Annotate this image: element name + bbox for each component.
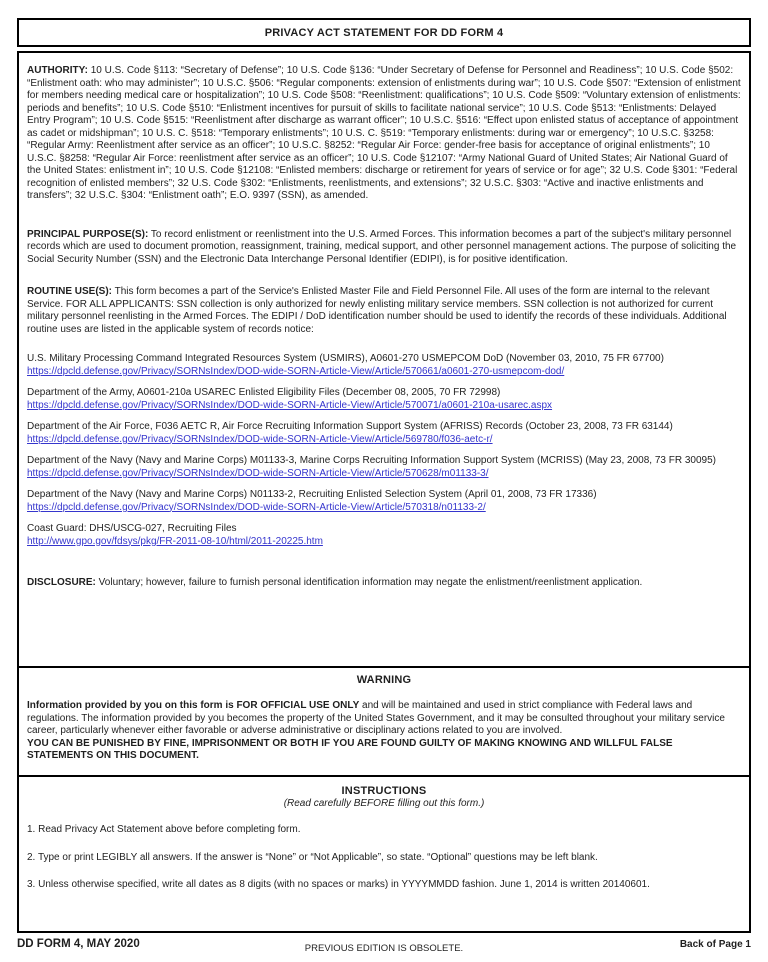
disclosure-label: DISCLOSURE: <box>27 577 96 588</box>
instruction-item-2: 2. Type or print LEGIBLY all answers. If the answer is “None” or “Not Applicable”, so state. “Optional” questions may be left blank. <box>27 851 598 863</box>
routine-use-text: This form becomes a part of the Service's Enlisted Master File and Field Personnel File. All uses of the form are internal to the relevant Service. FOR ALL APPLICANTS: SSN collection is only authorized for newly enlisting military service members. SSN collection is not authorized for current military personnel reenlisting in the Armed Forces. The EDIPI / DoD identification number should be used to identify the records of these individuals. Additional routine uses are listed in the applicable system of records notice: <box>27 286 727 335</box>
sorn-record-navy-mcriss <box>27 455 741 480</box>
sorn-link-army[interactable]: https://dpcld.defense.gov/Privacy/SORNsIndex/DOD-wide-SORN-Article-View/Article/570071/a0601-210a-usarec.aspx <box>27 399 553 411</box>
sorn-record-text: Department of the Navy (Navy and Marine Corps) M01133-3, Marine Corps Recruiting Information Support System (MCRISS) (May 23, 2008, 73 FR 30095) <box>27 455 716 466</box>
sorn-record-air-force <box>27 421 741 446</box>
sorn-link-coast-guard[interactable]: http://www.gpo.gov/fdsys/pkg/FR-2011-08-10/html/2011-20225.htm <box>27 535 323 547</box>
authority-text: 10 U.S. Code §113: “Secretary of Defense”; 10 U.S. Code §136: “Under Secretary of Defense for Personnel and Readiness”; 10 U.S. Code §502: “Enlistment oath: who may administer”; 10 U.S.C. §506: “Regular components: extension of enlistments during war”; 10 U.S. Code §507: “Extension of enlistment for members needing medical care or hospitalization”; 10 U.S. Code §508: “Reenlistment: qualifications”; 10 U.S. Code §509: “Voluntary extension of enlistments: periods and benefits”; 10 U.S. Code §510: “Enlistment incentives for pursuit of skills to facilitate national service”; 10 U.S. Code §513: “Enlistments: Delayed Entry Program”; 10 U.S. Code §515: “Reenlistment after discharge as warrant officer”; 10 U.S.C. §516: “Effect upon enlisted status of acceptance of appointment as cadet or midshipman”; 10 U.S. C. §518: “Temporary enlistments”; 10 U.S. C. §519: “Temporary enlistments: during war or emergency”; 10 U.S.C. §3258: “Regular Army: Reenlistment after service as an officer”; 10 U.S.C. §8252: “Regular Air Force: gender-free basis for acceptance of original enlistments”; 10 U.S.C. §8258: “Regular Air Force: reenlistment after service as an officer”; 10 U.S. Code §12107: “Army National Guard of United States; Air National Guard of the United States: enlistment in”; 10 U.S. Code §12108: “Enlisted members: discharge or retirement for years of service or for age”; 32 U.S. Code §301: “Federal recognition of enlisted members”; 32 U.S. Code §302: “Enlistments, reenlistments, and extensions”; 32 U.S.C. §303: “Active and inactive enlistments and transfers”; 32 U.S.C. §304: “Enlistment oath”; E.O. 9397 (SSN), as amended. <box>27 65 741 201</box>
sorn-record-usmirs <box>27 353 741 378</box>
principal-purpose-text: To record enlistment or reenlistment into the U.S. Armed Forces. This information becomes a part of the subject's military personnel records which are used to document promotion, reassignment, training, medical support, and other personnel management actions. The purpose of soliciting the Social Security Number (SSN) and the Electronic Data Interchange Personal Identifier (EDIPI), is for positive identification. <box>27 228 737 265</box>
privacy-statement-section <box>17 51 751 668</box>
sorn-record-text: Department of the Navy (Navy and Marine Corps) N01133-2, Recruiting Enlisted Selection System (April 01, 2008, 73 FR 17336) <box>27 489 597 500</box>
sorn-link-air-force[interactable]: https://dpcld.defense.gov/Privacy/SORNsIndex/DOD-wide-SORN-Article-View/Article/569780/f036-aetc-r/ <box>27 433 493 445</box>
page-label: Back of Page 1 <box>679 939 751 950</box>
instructions-subtitle: (Read carefully BEFORE filling out this form.) <box>283 798 485 809</box>
form-title: PRIVACY ACT STATEMENT FOR DD FORM 4 <box>17 18 751 47</box>
warning-body-text: and will be maintained and used in strict compliance with Federal laws and regulations. The information provided by you becomes the property of the United States Government, and it may be consulted throughout your military service career, particularly whenever either favorable or adverse administrative or disciplinary actions related to you are involved. <box>27 700 725 736</box>
form-footer <box>17 938 751 954</box>
routine-use-label: ROUTINE USE(S): <box>27 286 112 297</box>
warning-bold-penalty: YOU CAN BE PUNISHED BY FINE, IMPRISONMENT OR BOTH IF YOU ARE FOUND GUILTY OF MAKING KNOWING AND WILLFUL FALSE STATEMENTS ON THIS DOCUMENT. <box>27 737 673 761</box>
instructions-section <box>17 775 751 933</box>
instruction-item-3: 3. Unless otherwise specified, write all dates as 8 digits (with no spaces or marks) in YYYYMMDD fashion. June 1, 2014 is written 20140601. <box>27 879 650 890</box>
routine-use-paragraph <box>27 286 741 336</box>
warning-section <box>17 666 751 777</box>
principal-purpose-paragraph <box>27 229 741 267</box>
sorn-link-usmirs[interactable]: https://dpcld.defense.gov/Privacy/SORNsIndex/DOD-wide-SORN-Article-View/Article/570661/a0601-270-usmepcom-dod/ <box>27 365 565 377</box>
warning-heading: WARNING <box>356 674 412 686</box>
instruction-item-1: 1. Read Privacy Act Statement above before completing form. <box>27 824 301 835</box>
authority-label: AUTHORITY: <box>27 65 88 76</box>
principal-purpose-label: PRINCIPAL PURPOSE(S): <box>27 228 149 240</box>
disclosure-text: Voluntary; however, failure to furnish personal identification information may negate the enlistment/reenlistment application. <box>95 577 643 588</box>
edition-note: PREVIOUS EDITION IS OBSOLETE. <box>304 943 464 954</box>
sorn-link-navy-ress[interactable]: https://dpcld.defense.gov/Privacy/SORNsIndex/DOD-wide-SORN-Article-View/Article/570318/n01133-2/ <box>27 501 486 513</box>
sorn-link-navy-mcriss[interactable]: https://dpcld.defense.gov/Privacy/SORNsIndex/DOD-wide-SORN-Article-View/Article/570628/m01133-3/ <box>27 467 489 479</box>
sorn-record-coast-guard <box>27 523 741 548</box>
sorn-record-text: U.S. Military Processing Command Integrated Resources System (USMIRS), A0601-270 USMEPCOM DoD (November 03, 2010, 75 FR 67700) <box>27 353 664 364</box>
instructions-heading: INSTRUCTIONS <box>341 785 427 797</box>
warning-body <box>27 700 741 763</box>
form-number: DD FORM 4, MAY 2020 <box>17 938 140 950</box>
disclosure-paragraph <box>27 577 741 590</box>
sorn-record-navy-ress <box>27 489 741 514</box>
warning-bold-intro: Information provided by you on this form is FOR OFFICIAL USE ONLY <box>27 700 360 711</box>
sorn-record-text: Coast Guard: DHS/USCG-027, Recruiting Files <box>27 523 237 534</box>
sorn-record-text: Department of the Army, A0601-210a USAREC Enlisted Eligibility Files (December 08, 2005, 70 FR 72998) <box>27 387 501 398</box>
sorn-record-army <box>27 387 741 412</box>
authority-paragraph <box>27 65 741 203</box>
sorn-record-text: Department of the Air Force, F036 AETC R, Air Force Recruiting Information Support System (AFRISS) Records (October 23, 2008, 73 FR 63144) <box>27 421 673 432</box>
